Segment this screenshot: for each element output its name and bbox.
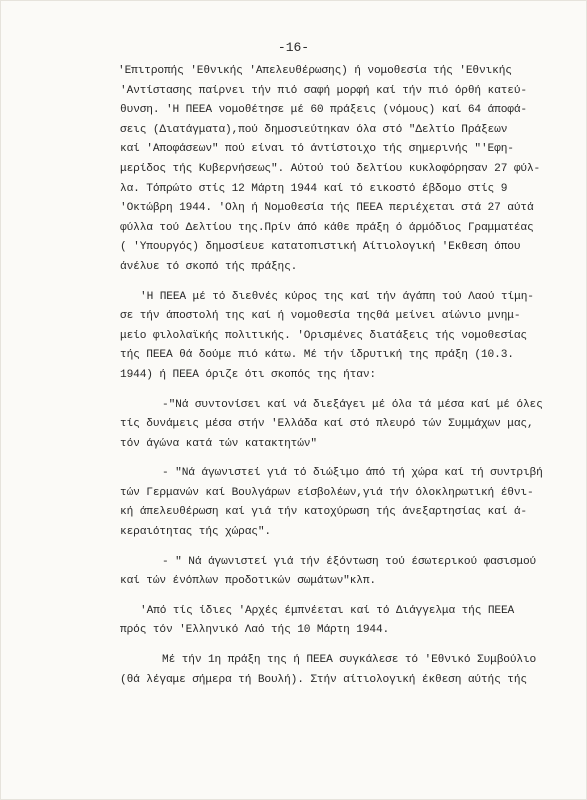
paragraph [118,651,564,690]
text-line: μερίδος τής Κυβερνήσεως". Αύτού τού δελτίου κυκλοφόρησαν 27 φύλ- [120,162,541,175]
text-line: -"Νά συντονίσει καί νά διεξάγει μέ όλα τά μέσα καί μέ όλες [162,398,543,411]
text-line: τίς δυνάμεις μέσα στήν 'Ελλάδα καί στό πλευρό τών Συμμάχων μας, [120,418,534,431]
text-line: φύλλα τού Δελτίου της.Πρίν άπό κάθε πράξη ό άρμόδιος Γραμματέας [120,221,534,234]
text-line: καί τών ένόπλων προδοτικών σωμάτων"κλπ. [120,575,376,588]
paragraph [118,464,564,542]
text-line: μείο φιλολαϊκής πολιτικής. 'Ορισμένες διατάξεις τής νομοθεσίας [120,329,527,342]
paragraph [118,62,564,278]
text-line: άνέλυε τό σκοπό τής πράξης. [120,260,298,273]
text-line: 'Επιτροπής 'Εθνικής 'Απελευθέρωσης) ή νομοθεσία τής 'Εθνικής [118,65,512,77]
text-line: σεις (Διατάγματα),πού δημοσιεύτηκαν όλα στό "Δελτίο Πράξεων [120,123,508,136]
text-line: 1944) ή ΠΕΕΑ όριζε ότι σκοπός της ήταν: [120,368,376,381]
text-line: θυνση. 'Η ΠΕΕΑ νομοθέτησε μέ 60 πράξεις (νόμους) καί 64 άποφά- [120,104,527,117]
text-line: Μέ τήν 1η πράξη της ή ΠΕΕΑ συγκάλεσε τό 'Εθνικό Συμβούλιο [162,654,537,667]
text-line: κή άπελευθέρωση καί γιά τήν κατοχύρωση τής άνεξαρτησίας καί ά- [120,506,527,519]
paragraph [118,288,564,386]
text-line: - "Νά άγωνιστεί γιά τό διώξιμο άπό τή χώρα καί τή συντριβή [162,467,543,480]
text-line: 'Αντίστασης παίρνει τήν πιό σαφή μορφή καί τήν πιό όρθή κατεύ- [120,84,527,97]
text-line: πρός τόν 'Ελληνικό Λαό τής 10 Μάρτη 1944. [120,624,390,637]
page-number: -16- [277,40,310,55]
text-line: λα. Τόπρώτο στίς 12 Μάρτη 1944 καί τό εικοστό έβδομο στίς 9 [120,182,508,195]
paragraph [118,553,564,592]
text-line: τών Γερμανών καί Βουλγάρων είσβολέων,γιά τήν όλοκληρωτική έθνι- [120,486,534,499]
text-line: καί 'Αποφάσεων" πού είναι τό άντίστοιχο τής σημερινής "'Εφη- [120,143,514,156]
text-line: τόν άγώνα κατά τών κατακτητών" [120,437,317,450]
document-body [118,62,564,690]
text-line: 'Οκτώβρη 1944. 'Ολη ή Νομοθεσία τής ΠΕΕΑ περιέχεται στά 27 αύτά [120,202,534,215]
text-line: - " Νά άγωνιστεί γιά τήν έξόντωση τού έσωτερικού φασισμού [162,555,537,568]
paragraph [118,602,564,641]
text-line: τής ΠΕΕΑ θά δούμε πιό κάτω. Μέ τήν ίδρυτική της πράξη (10.3. [120,349,514,362]
text-line: 'Από τίς ίδιες 'Αρχές έμπνέεται καί τό Διάγγελμα τής ΠΕΕΑ [140,604,515,617]
text-line: κεραιότητας τής χώρας". [120,526,271,539]
text-line: 'Η ΠΕΕΑ μέ τό διεθνές κύρος της καί τήν άγάπη τού Λαού τίμη- [140,290,534,303]
text-line: (θά λέγαμε σήμερα τή Βουλή). Στήν αίτιολογική έκθεση αύτής τής [120,673,527,686]
paragraph [118,396,564,455]
text-line: ( 'Υπουργός) δημοσίευε κατατοπιστική Αίτιολογική 'Εκθεση όπου [120,241,521,254]
text-line: σε τήν άποστολή της καί ή νομοθεσία τηςθά μείνει αίώνιο μνημ- [120,310,521,323]
